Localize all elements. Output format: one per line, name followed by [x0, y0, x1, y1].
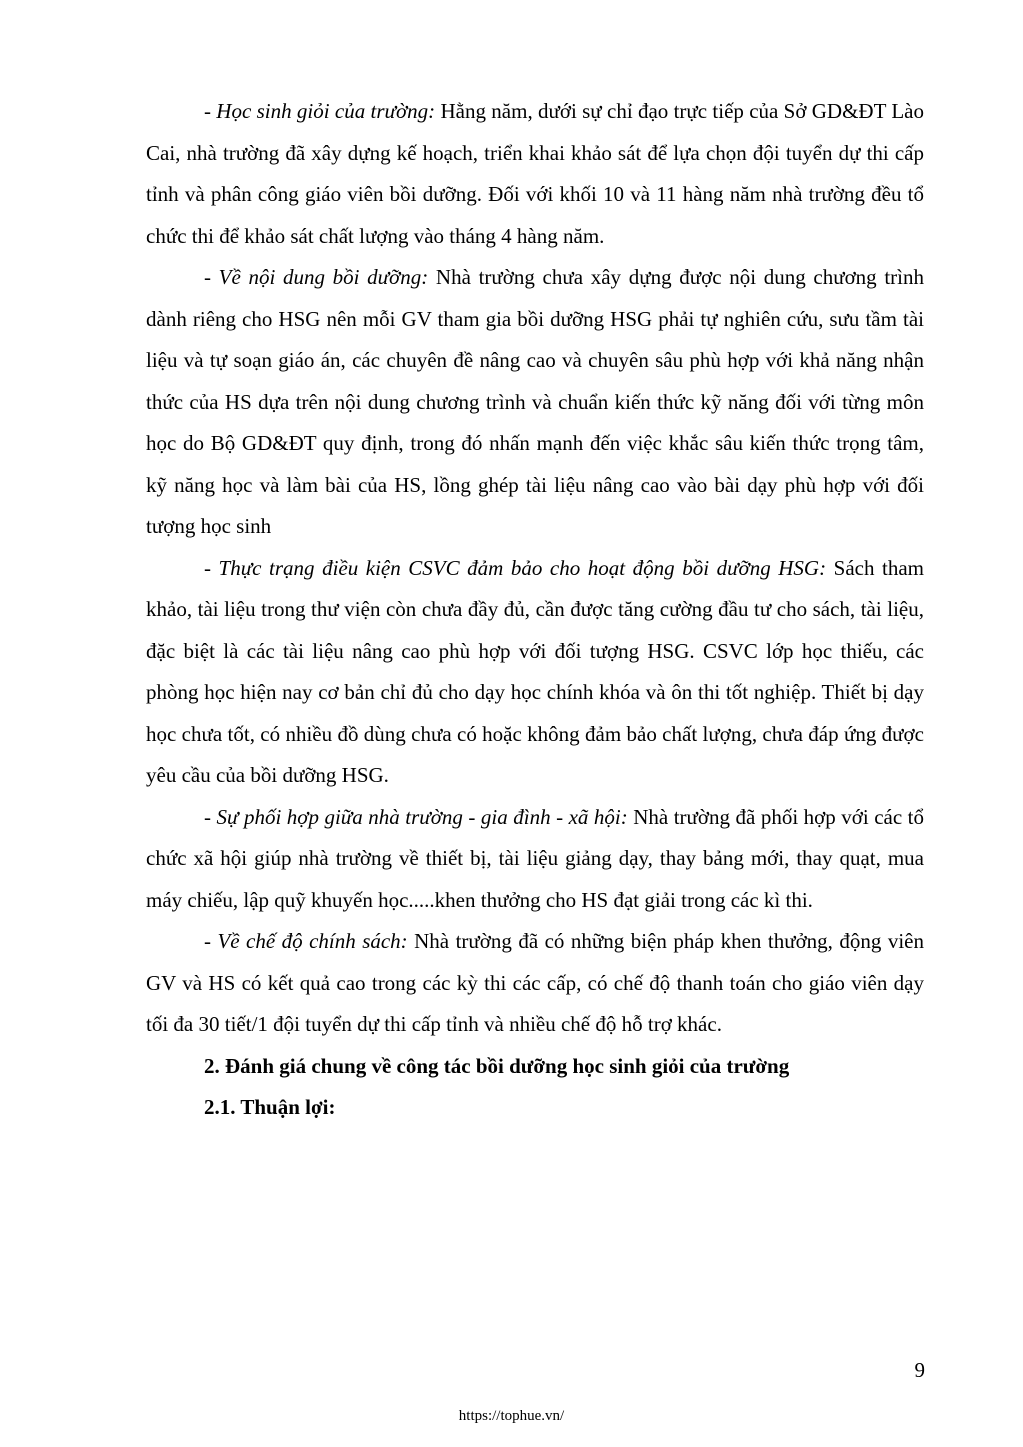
paragraph-hoc-sinh-gioi	[146, 91, 924, 257]
paragraph-phoi-hop	[146, 797, 924, 922]
paragraph-text: Nhà trường chưa xây dựng được nội dung chương trình dành riêng cho HSG nên mỗi GV tham gia bồi dưỡng HSG phải tự nghiên cứu, sưu tầm tài liệu và tự soạn giáo án, các chuyên đề nâng cao và chuyên sâu phù hợp với khả năng nhận thức của HS dựa trên nội dung chương trình và chuẩn kiến thức kỹ năng đối với từng môn học do Bộ GD&ĐT quy định, trong đó nhấn mạnh đến việc khắc sâu kiến thức trọng tâm, kỹ năng học và làm bài của HS, lồng ghép tài liệu nâng cao vào bài dạy phù hợp với đối tượng học sinh	[146, 265, 924, 538]
paragraph-text: Nhà trường đã có những biện pháp khen thưởng, động viên GV và HS có kết quả cao trong các kỳ thi các cấp, có chế độ thanh toán cho giáo viên dạy tối đa 30 tiết/1 đội tuyển dự thi cấp tỉnh và nhiều chế độ hỗ trợ khác.	[146, 929, 924, 1036]
page-number: 9	[914, 1358, 925, 1382]
document-body	[146, 91, 924, 1129]
paragraph-noi-dung-boi-duong	[146, 257, 924, 548]
paragraph-text: Sách tham khảo, tài liệu trong thư viện còn chưa đầy đủ, cần được tăng cường đầu tư cho sách, tài liệu, đặc biệt là các tài liệu nâng cao phù hợp với đối tượng HSG. CSVC lớp học thiếu, các phòng học hiện nay cơ bản chỉ đủ cho dạy học chính khóa và ôn thi tốt nghiệp. Thiết bị dạy học chưa tốt, có nhiều đồ dùng chưa có hoặc không đảm bảo chất lượng, chưa đáp ứng được yêu cầu của bồi dưỡng HSG.	[146, 555, 925, 787]
paragraph-che-do-chinh-sach	[146, 921, 924, 1046]
paragraph-lead: - Về nội dung bồi dưỡng:	[204, 265, 429, 289]
paragraph-lead: - Học sinh giỏi của trường:	[204, 99, 436, 123]
footer-url[interactable]: https://tophue.vn/	[458, 1408, 565, 1424]
paragraph-text: Hằng năm, dưới sự chỉ đạo trực tiếp của Sở GD&ĐT Lào Cai, nhà trường đã xây dựng kế hoạch, triển khai khảo sát để lựa chọn đội tuyển dự thi cấp tỉnh và phân công giáo viên bồi dưỡng. Đối với khối 10 và 11 hàng năm nhà trường đều tổ chức thi để khảo sát chất lượng vào tháng 4 hàng năm.	[146, 99, 924, 248]
section-heading: 2. Đánh giá chung về công tác bồi dưỡng học sinh giỏi của trường	[204, 1053, 790, 1078]
paragraph-co-so-vat-chat	[146, 548, 924, 797]
paragraph-lead: - Về chế độ chính sách:	[204, 929, 408, 953]
paragraph-lead: - Sự phối hợp giữa nhà trường - gia đình - xã hội:	[204, 804, 628, 829]
paragraph-text: Nhà trường đã phối hợp với các tổ chức xã hội giúp nhà trường về thiết bị, tài liệu giảng dạy, thay bảng mới, thay quạt, mua máy chiếu, lập quỹ khuyến học.....khen thưởng cho HS đạt giải trong các kì thi.	[146, 804, 924, 912]
paragraph-lead: - Thực trạng điều kiện CSVC đảm bảo cho hoạt động bồi dưỡng HSG:	[204, 555, 827, 580]
subsection-heading: 2.1. Thuận lợi:	[204, 1095, 336, 1119]
